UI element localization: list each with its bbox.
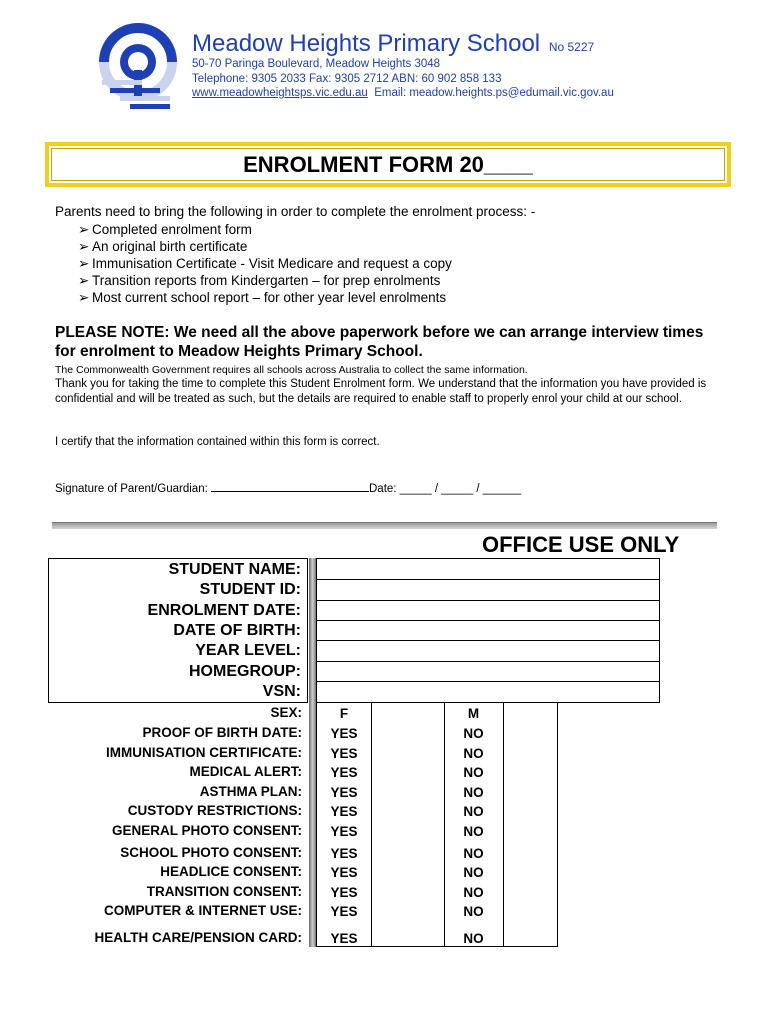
- option-left[interactable]: YES: [330, 904, 358, 919]
- option-right[interactable]: NO: [463, 746, 484, 761]
- option-right[interactable]: NO: [463, 846, 484, 861]
- office-field-label: HOMEGROUP:: [189, 662, 301, 680]
- title-box: [45, 142, 731, 187]
- option-right[interactable]: NO: [463, 726, 484, 741]
- date-field[interactable]: Date: _____ / _____ / ______: [369, 483, 522, 495]
- office-field-input[interactable]: [317, 681, 659, 702]
- office-use-title: OFFICE USE ONLY: [482, 532, 680, 557]
- office-field-label: STUDENT NAME:: [168, 561, 301, 578]
- section-divider: [52, 522, 717, 529]
- please-note: PLEASE NOTE: We need all the above paperwork before we can arrange interview times for enrolment to Meadow Heights Primary School.: [55, 324, 704, 360]
- arrow-bullet-icon: ➢: [78, 256, 90, 271]
- office-field-label: ENROLMENT DATE:: [147, 601, 301, 619]
- table-separator: [309, 702, 316, 947]
- intro-text: Parents need to bring the following in order to complete the enrolment process: -: [55, 204, 536, 219]
- arrow-bullet-icon: ➢: [78, 273, 90, 288]
- signature-field[interactable]: [211, 481, 369, 492]
- office-field-label: STUDENT ID:: [199, 581, 301, 599]
- checklist-label: PROOF OF BIRTH DATE:: [142, 725, 302, 740]
- checklist-label: IMMUNISATION CERTIFICATE:: [106, 745, 302, 760]
- government-note: The Commonwealth Government requires all schools across Australia to collect the same information.: [55, 364, 528, 376]
- checklist-label: MEDICAL ALERT:: [189, 764, 302, 779]
- option-left[interactable]: F: [339, 706, 349, 721]
- checklist-label: HEADLICE CONSENT:: [160, 864, 302, 879]
- office-field-label: VSN:: [262, 682, 301, 700]
- requirement-item: [78, 255, 452, 272]
- arrow-bullet-icon: ➢: [78, 222, 90, 237]
- requirements-list: [78, 221, 452, 306]
- requirement-text: An original birth certificate: [92, 239, 248, 254]
- office-field-input[interactable]: [317, 620, 659, 641]
- signature-line: [55, 481, 521, 495]
- table-separator: [309, 558, 316, 703]
- option-right[interactable]: NO: [463, 765, 484, 780]
- school-address: 50-70 Paringa Boulevard, Meadow Heights 3048: [192, 58, 441, 70]
- office-field-input[interactable]: [317, 579, 659, 600]
- option-right[interactable]: NO: [463, 824, 484, 839]
- certify-text: I certify that the information contained within this form is correct.: [55, 436, 380, 448]
- option-left[interactable]: YES: [330, 846, 358, 861]
- option-right[interactable]: NO: [463, 904, 484, 919]
- school-number: No 5227: [548, 40, 595, 54]
- option-right[interactable]: NO: [463, 865, 484, 880]
- office-info-table: [48, 558, 660, 703]
- checklist-label: ASTHMA PLAN:: [199, 784, 302, 799]
- office-field-label: YEAR LEVEL:: [195, 642, 301, 660]
- requirement-text: Completed enrolment form: [92, 222, 252, 237]
- checklist-label: TRANSITION CONSENT:: [146, 884, 302, 899]
- office-values: [316, 558, 660, 703]
- requirement-item: [78, 221, 452, 238]
- option-left[interactable]: YES: [330, 885, 358, 900]
- arrow-bullet-icon: ➢: [78, 290, 90, 305]
- option-left[interactable]: YES: [330, 746, 358, 761]
- requirement-item: [78, 272, 452, 289]
- office-field-input[interactable]: [317, 600, 659, 621]
- school-phone: Telephone: 9305 2033 Fax: 9305 2712 ABN: 60 902 858 133: [192, 73, 502, 85]
- checklist-label: COMPUTER & INTERNET USE:: [103, 903, 302, 918]
- requirement-item: [78, 289, 452, 306]
- option-left[interactable]: YES: [330, 824, 358, 839]
- checklist-label: HEALTH CARE/PENSION CARD:: [94, 930, 302, 945]
- thanks-text: Thank you for taking the time to complete this Student Enrolment form. We understand that the information you have provided is confidential and will be treated as such, but the details are required to enable staff to properly enrol your child at our school.: [55, 378, 707, 405]
- option-left[interactable]: YES: [330, 804, 358, 819]
- checklist-grid: [316, 702, 558, 947]
- signature-label: Signature of Parent/Guardian:: [55, 483, 208, 495]
- office-field-input[interactable]: [317, 640, 659, 661]
- office-labels: [48, 558, 308, 703]
- school-name: [192, 30, 594, 58]
- office-field-input[interactable]: [317, 559, 659, 579]
- website-link[interactable]: www.meadowheightsps.vic.edu.au: [192, 87, 368, 99]
- option-left[interactable]: YES: [330, 785, 358, 800]
- requirement-text: Immunisation Certificate - Visit Medicare and request a copy: [92, 256, 452, 271]
- option-left[interactable]: YES: [330, 865, 358, 880]
- option-right[interactable]: NO: [463, 785, 484, 800]
- option-left[interactable]: YES: [330, 765, 358, 780]
- requirement-item: [78, 238, 452, 255]
- option-right[interactable]: NO: [463, 931, 484, 946]
- option-right[interactable]: NO: [463, 885, 484, 900]
- arrow-bullet-icon: ➢: [78, 239, 90, 254]
- grid-line: [371, 703, 372, 946]
- school-web-line: [192, 87, 614, 99]
- grid-line: [503, 703, 504, 946]
- requirement-text: Transition reports from Kindergarten – for prep enrolments: [92, 273, 441, 288]
- office-field-input[interactable]: [317, 661, 659, 682]
- school-logo: [80, 22, 190, 112]
- checklist-label: SCHOOL PHOTO CONSENT:: [120, 845, 302, 860]
- checklist-label: SEX:: [270, 705, 302, 720]
- option-left[interactable]: YES: [330, 931, 358, 946]
- option-left[interactable]: YES: [330, 726, 358, 741]
- option-right[interactable]: NO: [463, 804, 484, 819]
- checklist-label: CUSTODY RESTRICTIONS:: [127, 803, 302, 818]
- checklist-label: GENERAL PHOTO CONSENT:: [111, 823, 302, 838]
- school-name-text: Meadow Heights Primary School: [192, 30, 541, 57]
- form-title: ENROLMENT FORM 20____: [243, 152, 533, 177]
- email-text: Email: meadow.heights.ps@edumail.vic.gov.au: [374, 87, 614, 99]
- requirement-text: Most current school report – for other year level enrolments: [92, 290, 447, 305]
- office-field-label: DATE OF BIRTH:: [173, 621, 301, 639]
- option-right[interactable]: M: [467, 706, 480, 721]
